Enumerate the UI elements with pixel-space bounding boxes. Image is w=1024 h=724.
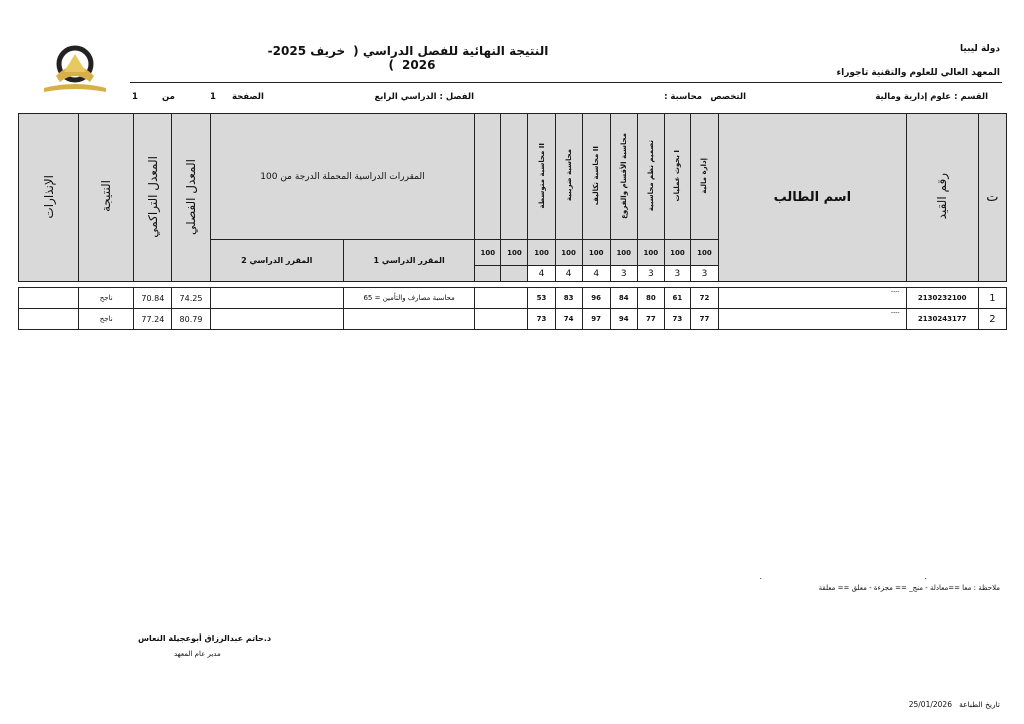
- row-sem-avg: 74.25: [172, 288, 210, 309]
- signer-name: د.حاتم عبدالرزاق أبوعجيلة النعاس: [138, 634, 272, 643]
- row-name: ----: [719, 309, 907, 330]
- id-header-text: رقم القيد: [935, 173, 950, 220]
- row-grade-6: 83: [555, 288, 582, 309]
- row-grade-5: 97: [582, 309, 610, 330]
- page-value: 1: [210, 92, 216, 102]
- course-max-1: 100: [690, 240, 718, 266]
- row-grade-6: 74: [555, 309, 582, 330]
- course-header-5: [582, 114, 610, 240]
- carried-header: المقررات الدراسية المحملة الدرجة من 100: [210, 114, 475, 240]
- row-grade-3: 77: [637, 309, 664, 330]
- row-grade-2: 73: [664, 309, 690, 330]
- print-date-value: 25/01/2026: [908, 700, 952, 709]
- row-cum-avg: 70.84: [134, 288, 172, 309]
- spec-value: محاسبة: [670, 92, 702, 102]
- page-title: [250, 44, 570, 72]
- row-serial: 1: [978, 288, 1006, 309]
- dept-label: القسم: [960, 92, 988, 102]
- title-close: ): [388, 58, 395, 72]
- row-grade-5: 96: [582, 288, 610, 309]
- course-header-6: [555, 114, 582, 240]
- course-header-1: [690, 114, 718, 240]
- title-term: خريف 2025-2026: [267, 44, 436, 72]
- row-carried-1: محاسبة مصارف والتأمين = 65: [343, 288, 474, 309]
- course-units-5: 4: [582, 266, 610, 282]
- course-header-3: [637, 114, 664, 240]
- course-header-2: [664, 114, 690, 240]
- row-carried-2: [210, 288, 343, 309]
- warnings-header-text: الإنذارات: [41, 174, 56, 219]
- row-warnings: [19, 309, 79, 330]
- footer-dot-b: .: [924, 572, 927, 581]
- course-units-2: 3: [664, 266, 690, 282]
- table-row: [19, 288, 1007, 309]
- course-max-2: 100: [664, 240, 690, 266]
- legend-note: ملاحظة : معا ==معادلة - منج_ == مجزءة - معلق == معلقة: [818, 584, 1000, 592]
- logo-emblem-icon: [34, 42, 116, 108]
- institute-logo: [34, 42, 116, 108]
- semester-value: الدراسي الرابع: [374, 92, 437, 102]
- dept-info: القسم : علوم إدارية ومالية: [875, 92, 988, 102]
- table-row: [19, 309, 1007, 330]
- print-date-label: تاريخ الطباعة: [959, 700, 1000, 709]
- course-name-6: محاسبة ضريبية: [564, 149, 573, 202]
- cum-avg-header-text: المعدل التراكمي: [145, 155, 160, 238]
- sem-avg-header: [172, 114, 210, 282]
- course-max-5: 100: [582, 240, 610, 266]
- extra-col-2: [501, 114, 528, 240]
- course-max-4: 100: [610, 240, 637, 266]
- semester-label: الفصل: [445, 92, 474, 102]
- result-header: [79, 114, 134, 282]
- warnings-header: [19, 114, 79, 282]
- course-units-3: 3: [637, 266, 664, 282]
- dept-value: علوم إدارية ومالية: [875, 92, 952, 102]
- course-name-2: بحوث عمليات I: [673, 149, 682, 202]
- print-date: [909, 700, 1000, 709]
- row-grade-3: 80: [637, 288, 664, 309]
- spec-value-wrap: : محاسبة: [664, 92, 702, 102]
- title-main: النتيجة النهائية للفصل الدراسي (: [353, 44, 549, 58]
- footer-dot-a: .: [759, 572, 762, 581]
- extra-max-2: 100: [501, 240, 528, 266]
- semester-info: الفصل : الدراسي الرابع: [374, 92, 474, 102]
- row-id: 2130232100: [906, 288, 978, 309]
- row-extra: [475, 309, 528, 330]
- id-header: [906, 114, 978, 282]
- row-cum-avg: 77.24: [134, 309, 172, 330]
- serial-header: ت: [978, 114, 1006, 282]
- course-name-7: محاسبة متوسطة II: [537, 142, 546, 209]
- results-table: [18, 113, 1007, 331]
- row-serial: 2: [978, 309, 1006, 330]
- country-label: دولة ليبيا: [960, 44, 1000, 54]
- course-units-1: 3: [690, 266, 718, 282]
- row-grade-4: 84: [610, 288, 637, 309]
- course-name-1: إدارة مالية: [700, 157, 709, 194]
- course-name-5: محاسبة تكاليف II: [592, 145, 601, 206]
- spec-label: التخصص: [710, 92, 746, 102]
- extra-units-2: [501, 266, 528, 282]
- row-grade-4: 94: [610, 309, 637, 330]
- extra-col-1: [475, 114, 501, 240]
- row-grade-1: 72: [690, 288, 718, 309]
- institute-label: المعهد العالي للعلوم والتقنية تاجوراء: [836, 68, 1000, 78]
- course-max-3: 100: [637, 240, 664, 266]
- row-id: 2130243177: [906, 309, 978, 330]
- course-max-6: 100: [555, 240, 582, 266]
- page-label: الصفحة: [232, 92, 264, 102]
- course-max-7: 100: [528, 240, 555, 266]
- row-carried-2: [210, 309, 343, 330]
- result-header-text: النتيجة: [99, 180, 114, 213]
- course-header-4: [610, 114, 637, 240]
- row-grade-7: 73: [528, 309, 555, 330]
- of-value: 1: [132, 92, 138, 102]
- course-name-3: تصميم نظم محاسبية: [646, 139, 655, 212]
- sem-avg-header-text: المعدل الفصلي: [183, 158, 198, 235]
- row-grade-2: 61: [664, 288, 690, 309]
- row-result: ناجح: [79, 288, 134, 309]
- signer-title: مدير عام المعهد: [174, 650, 221, 658]
- row-grade-7: 53: [528, 288, 555, 309]
- course-units-4: 3: [610, 266, 637, 282]
- carried-2-header: المقرر الدراسي 2: [210, 240, 343, 282]
- row-grade-1: 77: [690, 309, 718, 330]
- course-header-7: [528, 114, 555, 240]
- row-result: ناجح: [79, 309, 134, 330]
- header-divider: [130, 82, 1002, 83]
- course-units-6: 4: [555, 266, 582, 282]
- carried-1-header: المقرر الدراسي 1: [343, 240, 474, 282]
- course-units-7: 4: [528, 266, 555, 282]
- extra-max-1: 100: [475, 240, 501, 266]
- cum-avg-header: [134, 114, 172, 282]
- name-header: اسم الطالب: [719, 114, 907, 282]
- of-label: من: [162, 92, 175, 102]
- course-name-4: محاسبة الأقسام والفروع: [619, 132, 628, 219]
- row-sem-avg: 80.79: [172, 309, 210, 330]
- row-warnings: [19, 288, 79, 309]
- row-carried-1: [343, 309, 474, 330]
- row-extra: [475, 288, 528, 309]
- extra-units-1: [475, 266, 501, 282]
- row-name: ----: [719, 288, 907, 309]
